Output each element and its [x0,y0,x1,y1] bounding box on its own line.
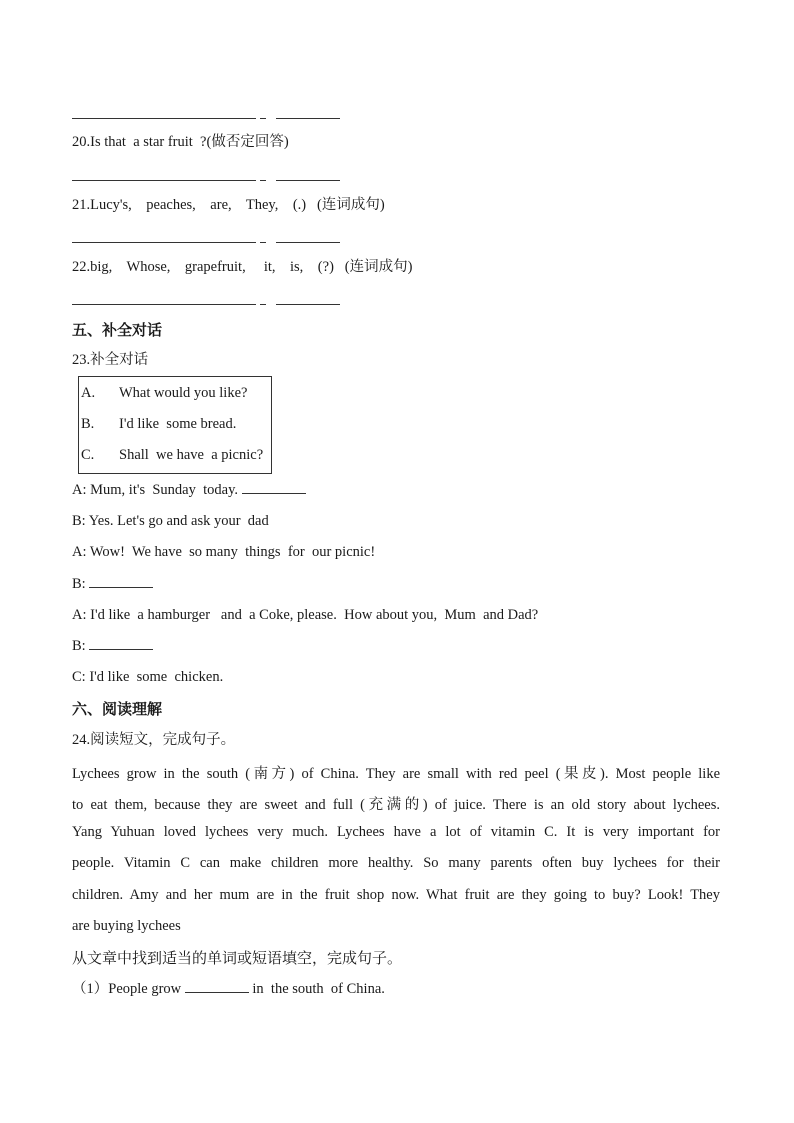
options-box [78,376,272,474]
dialogue-line-5: A: I'd like a hamburger and a Coke, please. How about you, Mum and Dad? [72,607,539,623]
section-5-heading: 五、补全对话 [72,321,163,339]
sub-question-1: （1）People grow in the south of China. [72,981,385,997]
dialogue-line-4: B: [72,575,153,593]
dialogue-line-2: B: Yes. Let's go and ask your dad [72,513,269,529]
passage-line-3: Yang Yuhuan loved lychees very much. Lychees have a lot of vitamin C. It is very important for [72,824,720,840]
passage-line-1: Lychees grow in the south (南方) of China. They are small with red peel (果皮). Most people like [72,766,720,782]
dialogue-line-3: A: Wow! We have so many things for our picnic! [72,544,376,560]
answer-blank[interactable] [242,481,306,494]
option-a: A. What would you like? [81,385,248,401]
dialogue-line-7: C: I'd like some chicken. [72,669,224,685]
question-21: 21.Lucy's, peaches, are, They, (.) (连词成句) [72,197,385,213]
passage-line-5: children. Amy and her mum are in the fruit shop now. What fruit are they going to buy? Look! They [72,887,720,903]
passage-line-6: are buying lychees [72,918,181,934]
dialogue-line-1: A: Mum, it's Sunday today. [72,481,306,499]
dialogue-line-6: B: [72,637,153,655]
passage-line-4: people. Vitamin C can make children more healthy. So many parents often buy lychees for their [72,855,720,871]
question-20: 20.Is that a star fruit ?(做否定回答) [72,134,289,150]
instruction-text: 从文章中找到适当的单词或短语填空，完成句子。 [72,949,403,967]
option-b: B. I'd like some bread. [81,416,237,432]
answer-blank[interactable] [89,575,153,588]
passage-line-2: to eat them, because they are sweet and full (充满的) of juice. There is an old story about lychees. [72,797,720,813]
question-23-label: 23.补全对话 [72,352,149,368]
answer-blank[interactable] [185,980,249,993]
section-6-heading: 六、阅读理解 [72,700,163,718]
answer-blank[interactable] [89,637,153,650]
question-22: 22.big, Whose, grapefruit, it, is, (?) (连词成句) [72,259,413,275]
question-24-label: 24.阅读短文，完成句子。 [72,732,236,748]
option-c: C. Shall we have a picnic? [81,447,264,463]
